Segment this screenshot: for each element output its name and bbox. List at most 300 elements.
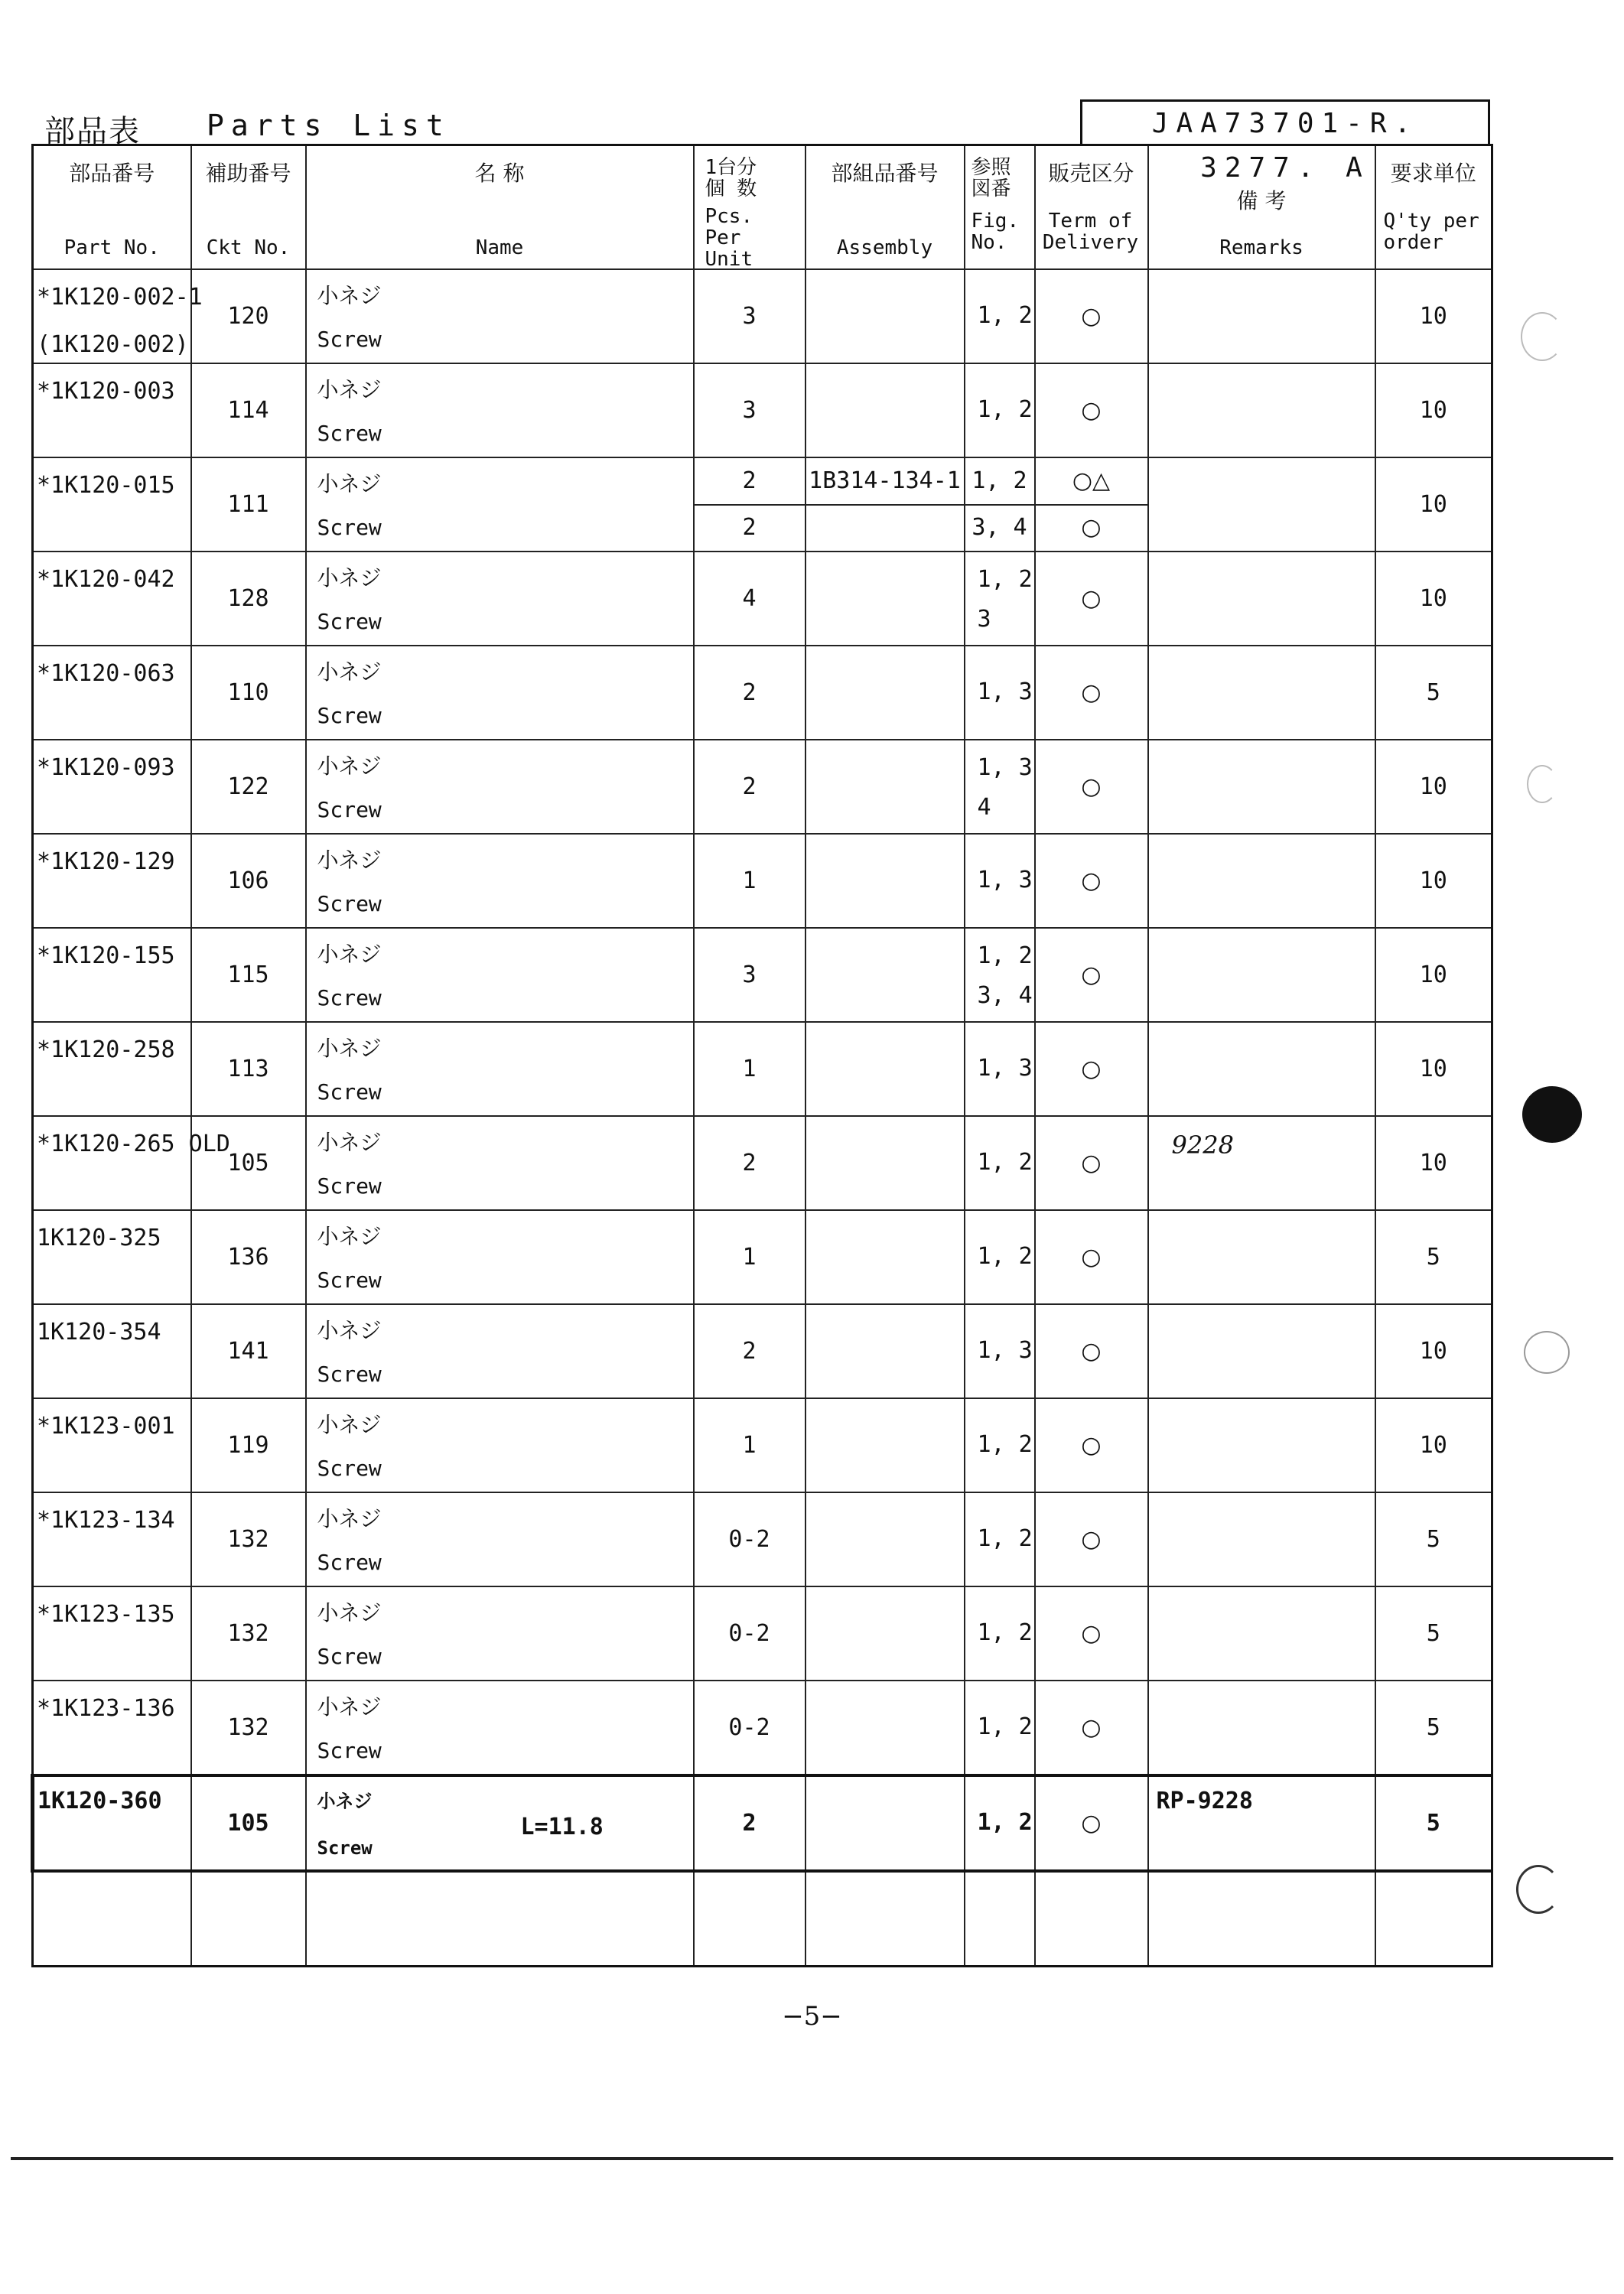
name-japanese: 小ネジ	[317, 659, 382, 685]
fig-cell	[965, 457, 1035, 552]
assembly-cell	[805, 269, 965, 363]
fig-value: 1, 2	[977, 302, 1033, 329]
ckt-number: 111	[227, 491, 269, 518]
ckt-number: 132	[227, 1714, 269, 1741]
ckt-no-cell	[191, 646, 306, 740]
name-cell	[306, 1681, 694, 1775]
part-number: *1K123-136	[37, 1695, 175, 1722]
fig-cell	[965, 363, 1035, 457]
ckt-number: 119	[227, 1432, 269, 1459]
qty-cell	[1375, 1304, 1492, 1398]
name-cell	[306, 1586, 694, 1681]
part-no-cell	[33, 1210, 191, 1304]
part-number: *1K120-093	[37, 754, 175, 781]
pcs-cell	[694, 1775, 805, 1871]
pcs-value: 2	[742, 514, 757, 541]
pcs-value: 2	[742, 773, 757, 800]
title-japanese: 部品表	[44, 114, 141, 149]
fig-cell	[965, 740, 1035, 834]
remarks-cell	[1148, 1398, 1375, 1492]
pcs-cell	[694, 1586, 805, 1681]
pcs-value: 1	[742, 867, 757, 894]
name-japanese: 小ネジ	[317, 1791, 373, 1812]
fig-value: 1, 3	[977, 1055, 1033, 1082]
fig-value: 1, 3	[977, 678, 1033, 705]
fig-cell	[965, 269, 1035, 363]
name-english: Screw	[317, 609, 382, 634]
part-no-cell	[33, 1022, 191, 1116]
pcs-value: 0-2	[728, 1526, 770, 1553]
part-no-cell	[33, 646, 191, 740]
qty-value: 10	[1419, 867, 1447, 894]
ckt-no-cell	[191, 1210, 306, 1304]
assembly-cell	[805, 1586, 965, 1681]
part-number: *1K120-015	[37, 472, 175, 499]
qty-value: 5	[1426, 1714, 1440, 1741]
fig-cell	[965, 1116, 1035, 1210]
part-number: *1K120-129	[37, 848, 175, 875]
name-english: Screw	[317, 703, 382, 728]
pcs-value: 2	[695, 458, 805, 506]
name-japanese: 小ネジ	[317, 565, 382, 591]
ckt-number: 105	[227, 1810, 269, 1837]
part-number: *1K120-258	[37, 1036, 175, 1063]
name-english: Screw	[317, 327, 382, 352]
table-row	[33, 1304, 1492, 1398]
ckt-number: 122	[227, 773, 269, 800]
pcs-value: 1	[742, 1432, 757, 1459]
name-japanese: 小ネジ	[317, 1036, 382, 1061]
fig-cell	[965, 1210, 1035, 1304]
assembly-cell	[805, 1304, 965, 1398]
fig-cell	[965, 1775, 1035, 1871]
name-japanese: 小ネジ	[317, 1694, 382, 1720]
qty-cell	[1375, 1398, 1492, 1492]
fig-value: 1, 2	[977, 1713, 1033, 1740]
part-no-cell	[33, 1681, 191, 1775]
qty-value: 10	[1419, 303, 1447, 330]
ckt-no-cell	[191, 1586, 306, 1681]
ckt-no-cell	[191, 1492, 306, 1586]
part-number: 1K120-325	[37, 1225, 161, 1251]
empty-cell	[306, 1871, 694, 1967]
pcs-cell	[694, 1210, 805, 1304]
part-no-cell	[33, 1304, 191, 1398]
name-japanese: 小ネジ	[317, 848, 382, 873]
name-cell	[306, 1304, 694, 1398]
empty-cell	[1375, 1871, 1492, 1967]
term-cell	[1035, 269, 1148, 363]
term-cell	[1035, 928, 1148, 1022]
name-english: Screw	[317, 1644, 382, 1669]
pcs-value: 0-2	[728, 1714, 770, 1741]
remarks-cell	[1148, 1304, 1375, 1398]
name-cell	[306, 1398, 694, 1492]
qty-value: 5	[1426, 1244, 1440, 1271]
qty-cell	[1375, 1116, 1492, 1210]
table-row	[33, 1681, 1492, 1775]
ckt-number: 106	[227, 867, 269, 894]
pcs-value: 4	[742, 585, 757, 612]
part-number: 1K120-360	[37, 1788, 162, 1814]
qty-value: 10	[1419, 1056, 1447, 1082]
part-number: 1K120-354	[37, 1319, 161, 1345]
qty-value: 10	[1419, 491, 1447, 518]
split-cell	[965, 458, 1034, 551]
qty-cell	[1375, 363, 1492, 457]
header-name: 名 称 Name	[306, 145, 694, 270]
assembly-cell	[805, 646, 965, 740]
qty-value: 10	[1419, 585, 1447, 612]
remarks-cell	[1148, 1775, 1375, 1871]
fig-value: 1, 2	[977, 1525, 1033, 1552]
remarks-cell	[1148, 363, 1375, 457]
name-japanese: 小ネジ	[317, 1600, 382, 1625]
table-row	[33, 834, 1492, 928]
assembly-cell	[805, 1492, 965, 1586]
ckt-no-cell	[191, 1304, 306, 1398]
fig-value: 1, 2	[977, 1809, 1033, 1836]
remarks-cell	[1148, 834, 1375, 928]
qty-cell	[1375, 457, 1492, 552]
header-remarks: 備 考 Remarks	[1148, 145, 1375, 270]
binder-hole-icon	[1516, 1865, 1561, 1914]
name-cell	[306, 928, 694, 1022]
table-row	[33, 646, 1492, 740]
remarks-cell	[1148, 457, 1375, 552]
fig-value: 1, 2	[977, 1431, 1033, 1458]
ckt-number: 132	[227, 1620, 269, 1647]
header-ckt-no: 補助番号 Ckt No.	[191, 145, 306, 270]
term-circle-icon: ○	[1081, 303, 1102, 330]
qty-cell	[1375, 1586, 1492, 1681]
name-japanese: 小ネジ	[317, 1130, 382, 1155]
assembly-cell	[805, 1210, 965, 1304]
assembly-cell	[805, 1022, 965, 1116]
term-cell	[1035, 457, 1148, 552]
pcs-cell	[694, 1492, 805, 1586]
assembly-cell	[805, 1116, 965, 1210]
fig-value: 1, 3	[977, 754, 1033, 781]
asm-cell	[805, 457, 965, 552]
header-pcs-per-unit: 1台分 個 数 Pcs. Per Unit	[694, 145, 805, 270]
name-cell	[306, 363, 694, 457]
part-number: *1K120-002-1	[37, 284, 203, 311]
name-cell	[306, 457, 694, 552]
table-row	[33, 740, 1492, 834]
fig-value: 1, 2	[977, 1243, 1033, 1270]
pcs-cell	[694, 1304, 805, 1398]
table-row	[33, 928, 1492, 1022]
ckt-number: 115	[227, 962, 269, 988]
remarks-value: RP-9228	[1156, 1788, 1253, 1814]
bottom-rule	[11, 2157, 1613, 2160]
term-cell	[1035, 1775, 1148, 1871]
term-circle-icon: ○	[1081, 679, 1102, 706]
term-cell	[1035, 1304, 1148, 1398]
asm-value: 1B314-134-1	[806, 458, 964, 506]
pcs-cell	[694, 457, 805, 552]
pcs-value: 3	[742, 303, 757, 330]
pcs-value: 3	[742, 397, 757, 424]
part-number: *1K120-063	[37, 660, 175, 687]
assembly-cell	[805, 1681, 965, 1775]
pcs-cell	[694, 269, 805, 363]
name-cell	[306, 1492, 694, 1586]
ckt-number: 110	[227, 679, 269, 706]
qty-cell	[1375, 552, 1492, 646]
qty-value: 10	[1419, 397, 1447, 424]
ckt-no-cell	[191, 928, 306, 1022]
empty-cell	[694, 1871, 805, 1967]
name-english: Screw	[317, 1738, 382, 1763]
header-fig-no: 参照 図番 Fig. No.	[965, 145, 1035, 270]
ckt-number: 132	[227, 1526, 269, 1553]
remarks-cell	[1148, 1586, 1375, 1681]
pcs-value: 1	[742, 1244, 757, 1271]
qty-cell	[1375, 1775, 1492, 1871]
pcs-cell	[694, 928, 805, 1022]
empty-cell	[33, 1871, 191, 1967]
pcs-value: 3	[742, 962, 757, 988]
fig-cell	[965, 928, 1035, 1022]
qty-cell	[1375, 1681, 1492, 1775]
term-circle-icon: ○	[1081, 585, 1102, 612]
fig-cell	[965, 646, 1035, 740]
pcs-cell	[694, 1116, 805, 1210]
name-cell	[306, 740, 694, 834]
document-id: JAA73701-R. 3277. A	[1080, 99, 1490, 146]
name-cell	[306, 1022, 694, 1116]
fig-value: 4	[977, 794, 991, 821]
header-qty-per-order: 要求単位 Q'ty per order	[1375, 145, 1492, 270]
split-cell	[695, 458, 805, 551]
binder-hole-icon	[1522, 1086, 1582, 1143]
split-cell	[1036, 458, 1147, 551]
remarks-cell	[1148, 1492, 1375, 1586]
part-number: *1K120-155	[37, 942, 175, 969]
part-no-cell	[33, 1398, 191, 1492]
header-row	[33, 145, 1492, 270]
name-japanese: 小ネジ	[317, 1506, 382, 1531]
assembly-cell	[805, 928, 965, 1022]
pcs-cell	[694, 363, 805, 457]
fig-value: 1, 2	[977, 566, 1033, 593]
part-number: *1K120-003	[37, 378, 175, 405]
ckt-number: 114	[227, 397, 269, 424]
ckt-number: 141	[227, 1338, 269, 1365]
qty-cell	[1375, 1210, 1492, 1304]
name-japanese: 小ネジ	[317, 753, 382, 779]
pcs-value: 0-2	[728, 1620, 770, 1647]
fig-value: 1, 3	[977, 1337, 1033, 1364]
pcs-cell	[694, 740, 805, 834]
pcs-value: 2	[742, 679, 757, 706]
term-cell	[1035, 740, 1148, 834]
name-japanese: 小ネジ	[317, 283, 382, 308]
ckt-no-cell	[191, 363, 306, 457]
assembly-cell	[805, 740, 965, 834]
qty-value: 5	[1426, 1810, 1440, 1837]
part-number: *1K123-135	[37, 1601, 175, 1628]
asm-value	[806, 505, 964, 551]
remarks-cell	[1148, 928, 1375, 1022]
qty-cell	[1375, 834, 1492, 928]
remarks-cell	[1148, 1116, 1375, 1210]
qty-value: 5	[1426, 1620, 1440, 1647]
fig-cell	[965, 1022, 1035, 1116]
part-no-cell	[33, 1586, 191, 1681]
qty-value: 10	[1419, 1338, 1447, 1365]
part-no-cell	[33, 269, 203, 363]
fig-cell	[965, 1398, 1035, 1492]
ckt-number: 136	[227, 1244, 269, 1271]
part-no-cell	[33, 928, 191, 1022]
name-japanese: 小ネジ	[317, 942, 382, 967]
part-no-cell	[33, 1775, 191, 1871]
fig-cell	[965, 1304, 1035, 1398]
assembly-cell	[805, 1398, 965, 1492]
name-english: Screw	[317, 985, 382, 1010]
ckt-no-cell	[191, 834, 306, 928]
part-number: *1K120-042	[37, 566, 175, 593]
table-row	[33, 1022, 1492, 1116]
qty-cell	[1375, 269, 1492, 363]
empty-cell	[1148, 1871, 1375, 1967]
name-cell	[306, 1775, 694, 1871]
pcs-value: 2	[742, 1338, 757, 1365]
part-number: *1K123-001	[37, 1413, 175, 1440]
ckt-no-cell	[191, 269, 306, 363]
term-cell	[1035, 1681, 1148, 1775]
name-english: Screw	[317, 891, 382, 916]
part-number-alt: (1K120-002)	[37, 331, 189, 358]
empty-cell	[191, 1871, 306, 1967]
name-english: Screw	[317, 1456, 382, 1481]
term-circle-icon: ○	[1081, 1810, 1102, 1837]
table-row	[33, 1492, 1492, 1586]
term-circle-icon: ○	[1081, 867, 1102, 894]
qty-value: 5	[1426, 679, 1440, 706]
qty-cell	[1375, 1022, 1492, 1116]
pcs-cell	[694, 552, 805, 646]
fig-value: 1, 2	[977, 1619, 1033, 1646]
term-circle-icon: ○	[1081, 397, 1102, 424]
binder-hole-icon	[1524, 1331, 1570, 1374]
fig-cell	[965, 1492, 1035, 1586]
pcs-cell	[694, 834, 805, 928]
qty-cell	[1375, 928, 1492, 1022]
part-number: *1K120-265 OLD	[37, 1131, 230, 1157]
name-english: Screw	[317, 797, 382, 822]
pcs-value: 1	[742, 1056, 757, 1082]
part-no-cell	[33, 1116, 230, 1210]
pcs-cell	[694, 1398, 805, 1492]
remarks-cell	[1148, 552, 1375, 646]
assembly-cell	[805, 363, 965, 457]
remarks-cell	[1148, 1681, 1375, 1775]
table-row	[33, 1398, 1492, 1492]
assembly-cell	[805, 834, 965, 928]
pcs-cell	[694, 646, 805, 740]
name-japanese: 小ネジ	[317, 1224, 382, 1249]
part-no-cell	[33, 363, 191, 457]
part-no-cell	[33, 834, 191, 928]
binder-hole-icon	[1527, 765, 1557, 803]
remarks-cell	[1148, 646, 1375, 740]
ckt-no-cell	[191, 1398, 306, 1492]
term-circle-icon: ○	[1081, 1432, 1102, 1459]
term-circle-icon: ○	[1081, 1056, 1102, 1082]
name-note: L=11.8	[520, 1814, 604, 1840]
term-circle-icon: ○	[1081, 1526, 1102, 1553]
ckt-number: 113	[227, 1056, 269, 1082]
ckt-no-cell	[191, 457, 306, 552]
header-assembly: 部組品番号 Assembly	[805, 145, 965, 270]
fig-value: 1, 2	[965, 458, 1034, 506]
name-english: Screw	[317, 1837, 373, 1859]
remarks-cell	[1148, 269, 1375, 363]
name-cell	[306, 834, 694, 928]
part-number: *1K123-134	[37, 1507, 175, 1534]
split-cell	[806, 458, 964, 551]
term-cell	[1035, 363, 1148, 457]
ckt-no-cell	[191, 552, 306, 646]
term-circle-icon: ○	[1081, 1338, 1102, 1365]
title-english: Parts List	[207, 109, 451, 142]
term-cell	[1035, 1586, 1148, 1681]
part-no-cell	[33, 552, 191, 646]
empty-cell	[805, 1871, 965, 1967]
table-row-empty	[33, 1871, 1492, 1967]
term-circle-icon: ○	[1081, 1620, 1102, 1647]
name-english: Screw	[317, 1267, 382, 1293]
part-no-cell	[33, 457, 191, 552]
table-row-boxed	[33, 1775, 1492, 1871]
header-term-of-delivery: 販売区分 Term of Delivery	[1035, 145, 1148, 270]
table-row	[33, 1586, 1492, 1681]
term-cell	[1035, 834, 1148, 928]
table-row	[33, 269, 1492, 363]
qty-value: 10	[1419, 1432, 1447, 1459]
qty-value: 10	[1419, 773, 1447, 800]
empty-cell	[1035, 1871, 1148, 1967]
binder-hole-icon	[1521, 312, 1564, 361]
fig-value: 1, 2	[977, 1149, 1033, 1176]
term-cell	[1035, 1398, 1148, 1492]
table-row	[33, 1116, 1492, 1210]
remarks-handwritten: 9228	[1171, 1131, 1234, 1160]
qty-value: 10	[1419, 1150, 1447, 1176]
name-cell	[306, 646, 694, 740]
term-value: ○△	[1036, 458, 1147, 506]
pcs-cell	[694, 1681, 805, 1775]
name-cell	[306, 269, 694, 363]
header-part-no: 部品番号 Part No.	[33, 145, 191, 270]
term-cell	[1035, 1116, 1148, 1210]
term-cell	[1035, 1210, 1148, 1304]
fig-value: 3, 4	[971, 514, 1027, 541]
term-cell	[1035, 1022, 1148, 1116]
table-row	[33, 457, 1492, 552]
parts-table	[31, 144, 1493, 1967]
ckt-no-cell	[191, 1775, 306, 1871]
name-english: Screw	[317, 1173, 382, 1199]
qty-cell	[1375, 1492, 1492, 1586]
fig-value: 3, 4	[977, 982, 1033, 1009]
table-row	[33, 363, 1492, 457]
ckt-number: 120	[227, 303, 269, 330]
